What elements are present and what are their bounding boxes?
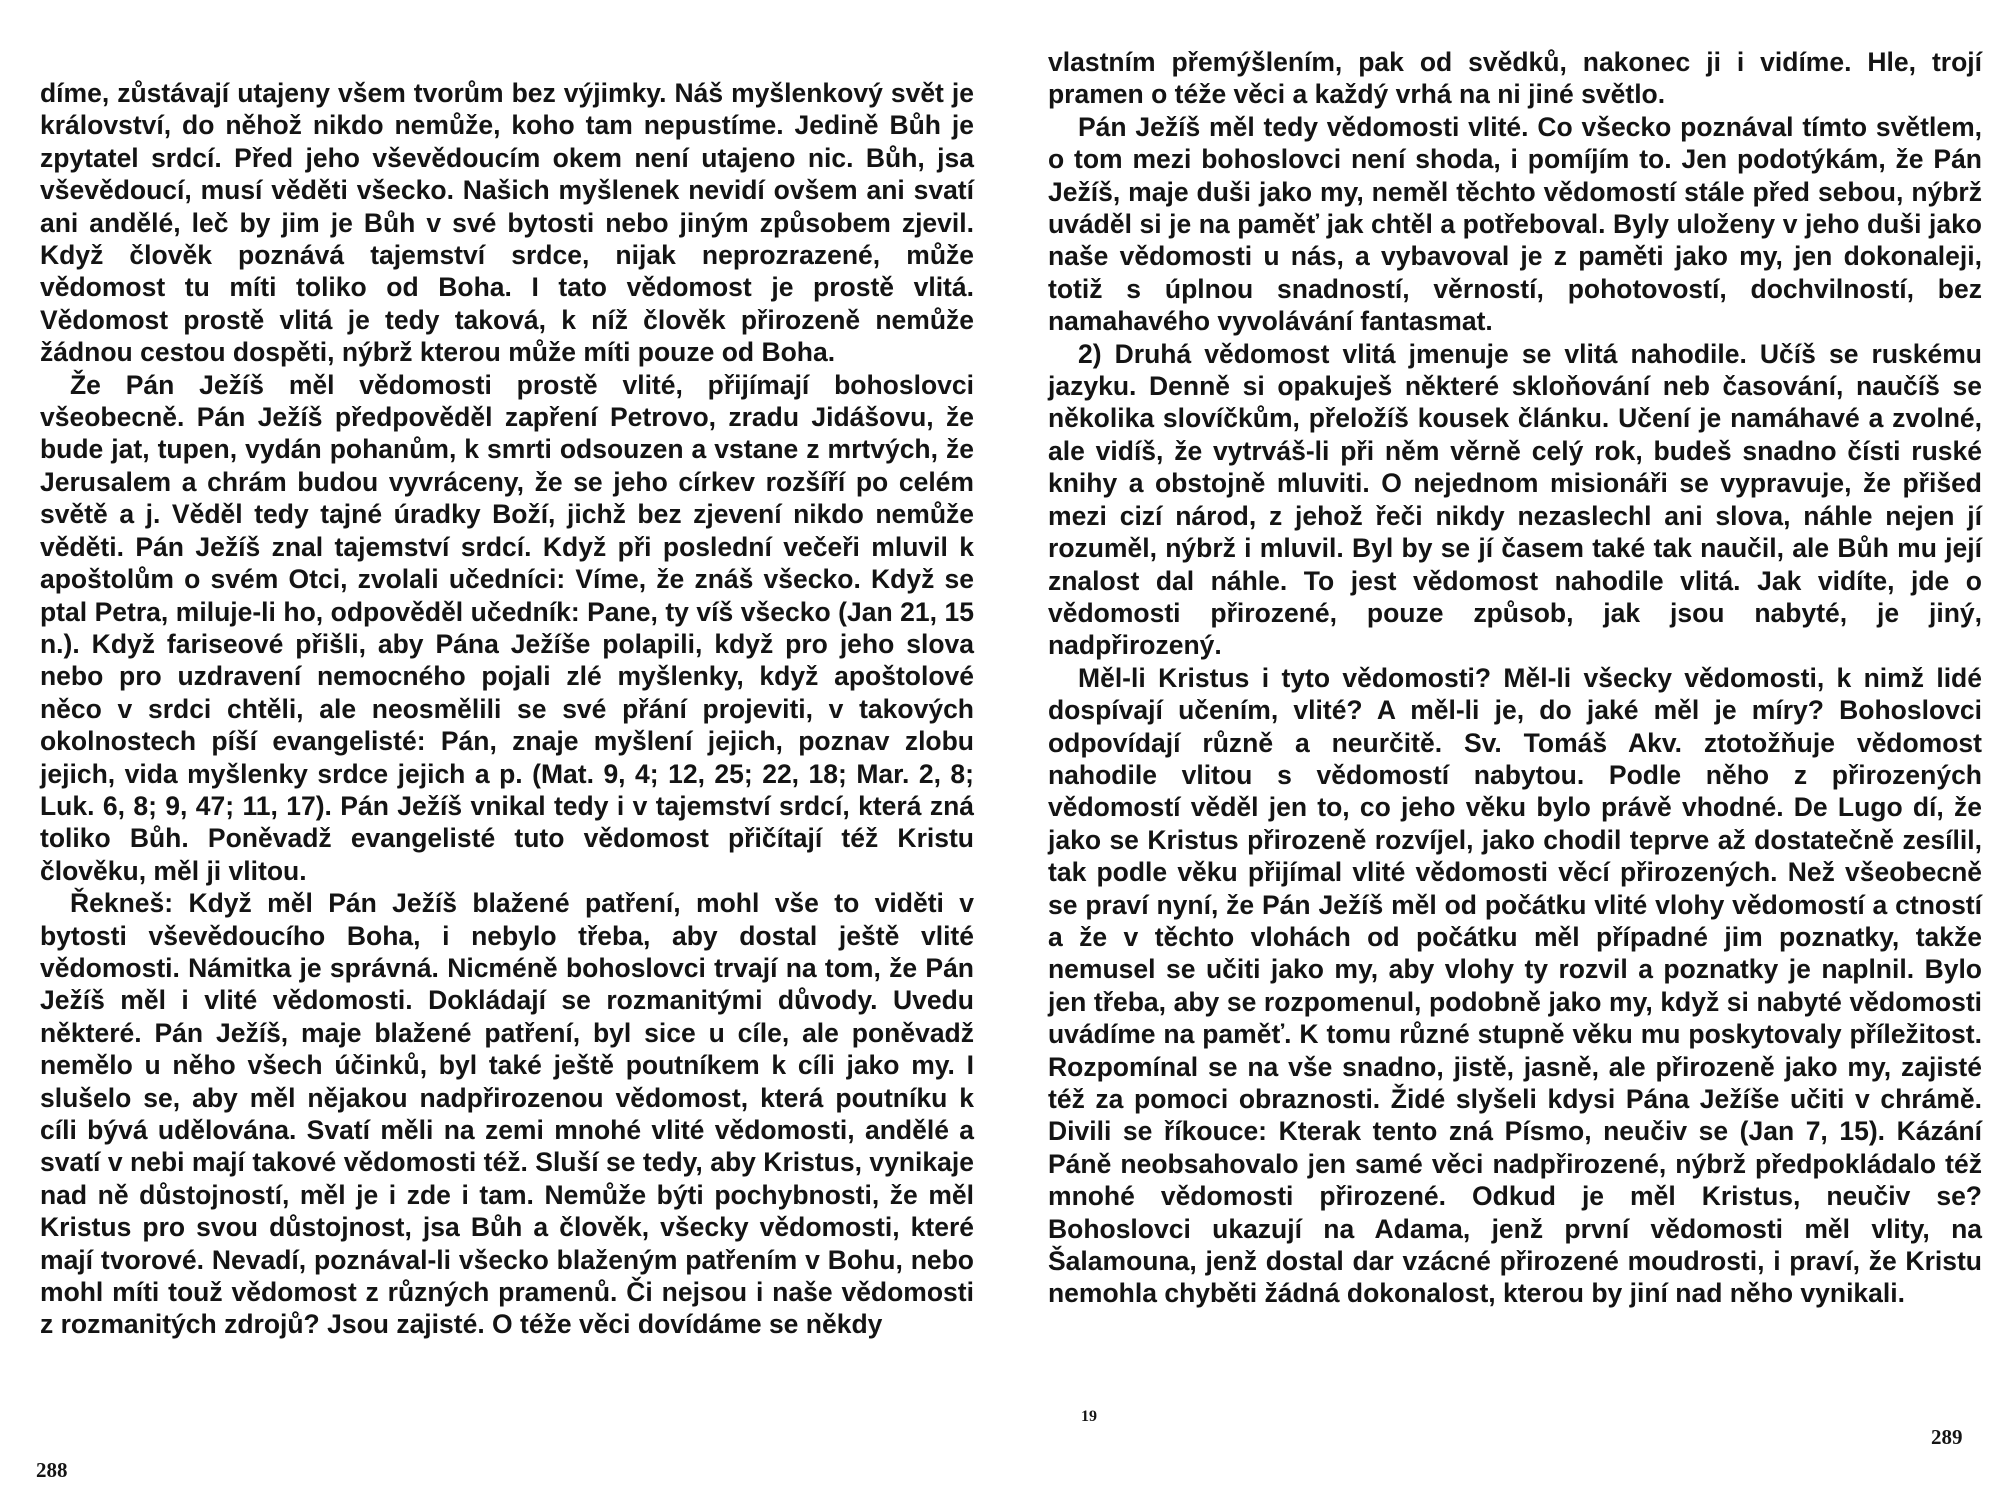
left-paragraph-3: Řekneš: Když měl Pán Ježíš blažené patření, mohl vše to viděti v bytosti vševědoucího Boha, i nebylo třeba, aby dostal ještě vlité vědomosti. Námitka je správná. Nicméně bohoslovci trvají na tom, že Pán Ježíš měl i vlité vědomosti. Dokládají se rozmanitými důvody. Uvedu některé. Pán Ježíš, maje blažené patření, byl sice u cíle, ale poněvadž nemělo u něho všech účinků, byl také ještě poutníkem k cíli jako my. I slušelo se, aby měl nějakou nadpřirozenou vědomost, která poutníku k cíli bývá udělována. Svatí měli na zemi mnohé vlité vědomosti, andělé a svatí v nebi mají takové vědomosti též. Sluší se tedy, aby Kristus, vynikaje nad ně důstojností, měl je i zde i tam. Nemůže býti pochybnosti, že měl Kristus pro svou důstojnost, jsa Bůh a člověk, všecky vědomosti, které mají tvorové. Nevadí, poznával-li všecko blaženým patřením v Bohu, nebo mohl míti touž vědomost z různých pramenů. Či nejsou i naše vědomosti z rozmanitých zdrojů? Jsou zajisté. O téže věci dovídáme se někdy	[40, 888, 974, 1340]
page-number-right: 289	[1931, 1425, 1963, 1449]
left-paragraph-1: díme, zůstávají utajeny všem tvorům bez výjimky. Náš myšlenkový svět je království, do něhož nikdo nemůže, koho tam nepustíme. Jedině Bůh je zpytatel srdcí. Před jeho vševědoucím okem není utajeno nic. Bůh, jsa vševědoucí, musí věděti všecko. Našich myšlenek nevidí ovšem ani svatí ani andělé, leč by jim je Bůh v své bytosti nebo jiným způsobem zjevil. Když člověk poznává tajemství srdce, nijak neprozrazené, může vědomost tu míti toliko od Boha. I tato vědomost je prostě vlitá. Vědomost prostě vlitá je tedy taková, k níž člověk přirozeně nemůže žádnou cestou dospěti, nýbrž kterou může míti pouze od Boha.	[40, 78, 974, 368]
right-paragraph-3: 2) Druhá vědomost vlitá jmenuje se vlitá nahodile. Učíš se ruskému jazyku. Denně si opakuješ některé skloňování neb časování, naučíš se několika slovíčkům, přeložíš kousek článku. Učení je namáhavé a zvolné, ale vidíš, že vytrváš-li při něm věrně celý rok, budeš snadno čísti ruské knihy a obstojně mluviti. O nejednom misionáři se vypravuje, že přišed mezi cizí národ, z jehož řeči nikdy nezaslechl ani slova, náhle nejen jí rozuměl, nýbrž i mluvil. Byl by se jí časem také tak naučil, ale Bůh mu její znalost dal náhle. To jest vědomost nahodile vlitá. Jak vidíte, jde o vědomosti přirozené, pouze způsob, jak jsou nabyté, je jiný, nadpřirozený.	[1048, 338, 1982, 661]
page-number-left: 288	[36, 1458, 68, 1482]
signature-mark: 19	[1081, 1408, 1097, 1425]
right-paragraph-4: Měl-li Kristus i tyto vědomosti? Měl-li všecky vědomosti, k nimž lidé dospívají učením, vlité? A měl-li je, do jaké měl je míry? Bohoslovci odpovídají různě a neurčitě. Sv. Tomáš Akv. ztotožňuje vědomost nahodile vlitou s vědomostí nabytou. Podle něho z přirozených vědomostí věděl jen to, co jeho věku bylo právě vhodné. De Lugo dí, že jako se Kristus přirozeně rozvíjel, jako chodil teprve až dostatečně zesílil, tak podle věku přijímal vlité vědomosti věcí přirozených. Než všeobecně se praví nyní, že Pán Ježíš měl od počátku vlité vlohy vědomostí a ctností a že v těchto vlohách od počátku měl případné jim poznatky, takže nemusel se učiti jako my, aby vlohy ty rozvil a poznatky je naplnil. Bylo jen třeba, aby se rozpomenul, podobně jako my, když si nabyté vědomosti uvádíme na paměť. K tomu různé stupně věku mu poskytovaly příležitost. Rozpomínal se na vše snadno, jistě, jasně, ale přirozeně jako my, zajisté též za pomoci obraznosti. Židé slyšeli kdysi Pána Ježíše učiti v chrámě. Divili se říkouce: Kterak tento zná Písmo, neučiv se (Jan 7, 15). Kázání Páně neobsahovalo jen samé věci nadpřirozené, nýbrž předpokládalo též mnohé vědomosti přirozené. Odkud je měl Kristus, neučiv se? Bohoslovci ukazují na Adama, jenž první vědomosti měl vlity, na Šalamouna, jenž dostal dar vzácné přirozené moudrosti, i praví, že Kristu nemohla chyběti žádná dokonalost, kterou by jiní nad něho vynikali.	[1048, 662, 1982, 1309]
right-page	[1003, 0, 2006, 1500]
right-paragraph-2: Pán Ježíš měl tedy vědomosti vlité. Co všecko poznával tímto světlem, o tom mezi bohoslovci není shoda, i pomíjím to. Jen podotýkám, že Pán Ježíš, maje duši jako my, neměl těchto vědomostí stále před sebou, nýbrž uváděl si je na paměť jak chtěl a potřeboval. Byly uloženy v jeho duši jako naše vědomosti u nás, a vybavoval je z paměti jako my, jen dokonaleji, totiž s úplnou snadností, věrností, pohotovostí, dochvilností, bez namahavého vyvolávání fantasmat.	[1048, 111, 1982, 337]
right-page-text	[1048, 46, 1982, 1310]
right-paragraph-1: vlastním přemýšlením, pak od svědků, nakonec ji i vidíme. Hle, trojí pramen o téže věci a každý vrhá na ni jiné světlo.	[1048, 47, 1982, 110]
left-page-text	[40, 77, 974, 1341]
left-paragraph-2: Že Pán Ježíš měl vědomosti prostě vlité, přijímají bohoslovci všeobecně. Pán Ježíš předpověděl zapření Petrovo, zradu Jidášovu, že bude jat, tupen, vydán pohanům, k smrti odsouzen a vstane z mrtvých, že Jerusalem a chrám budou vyvráceny, že se jeho církev rozšíří po celém světě a j. Věděl tedy tajné úradky Boží, jichž bez zjevení nikdo nemůže věděti. Pán Ježíš znal tajemství srdcí. Když při poslední večeři mluvil k apoštolům o svém Otci, zvolali učedníci: Víme, že znáš všecko. Když se ptal Petra, miluje-li ho, odpověděl učedník: Pane, ty víš všecko (Jan 21, 15 n.). Když fariseové přišli, aby Pána Ježíše polapili, když pro jeho slova nebo pro uzdravení nemocného pojali zlé myšlenky, když apoštolové něco v srdci chtěli, ale neosmělili se své přání projeviti, v takových okolnostech píší evangelisté: Pán, znaje myšlení jejich, poznav zlobu jejich, vida myšlenky srdce jejich a p. (Mat. 9, 4; 12, 25; 22, 18; Mar. 2, 8; Luk. 6, 8; 9, 47; 11, 17). Pán Ježíš vnikal tedy i v tajemství srdcí, která zná toliko Bůh. Poněvadž evangelisté tuto vědomost přičítají též Kristu člověku, měl ji vlitou.	[40, 369, 974, 886]
